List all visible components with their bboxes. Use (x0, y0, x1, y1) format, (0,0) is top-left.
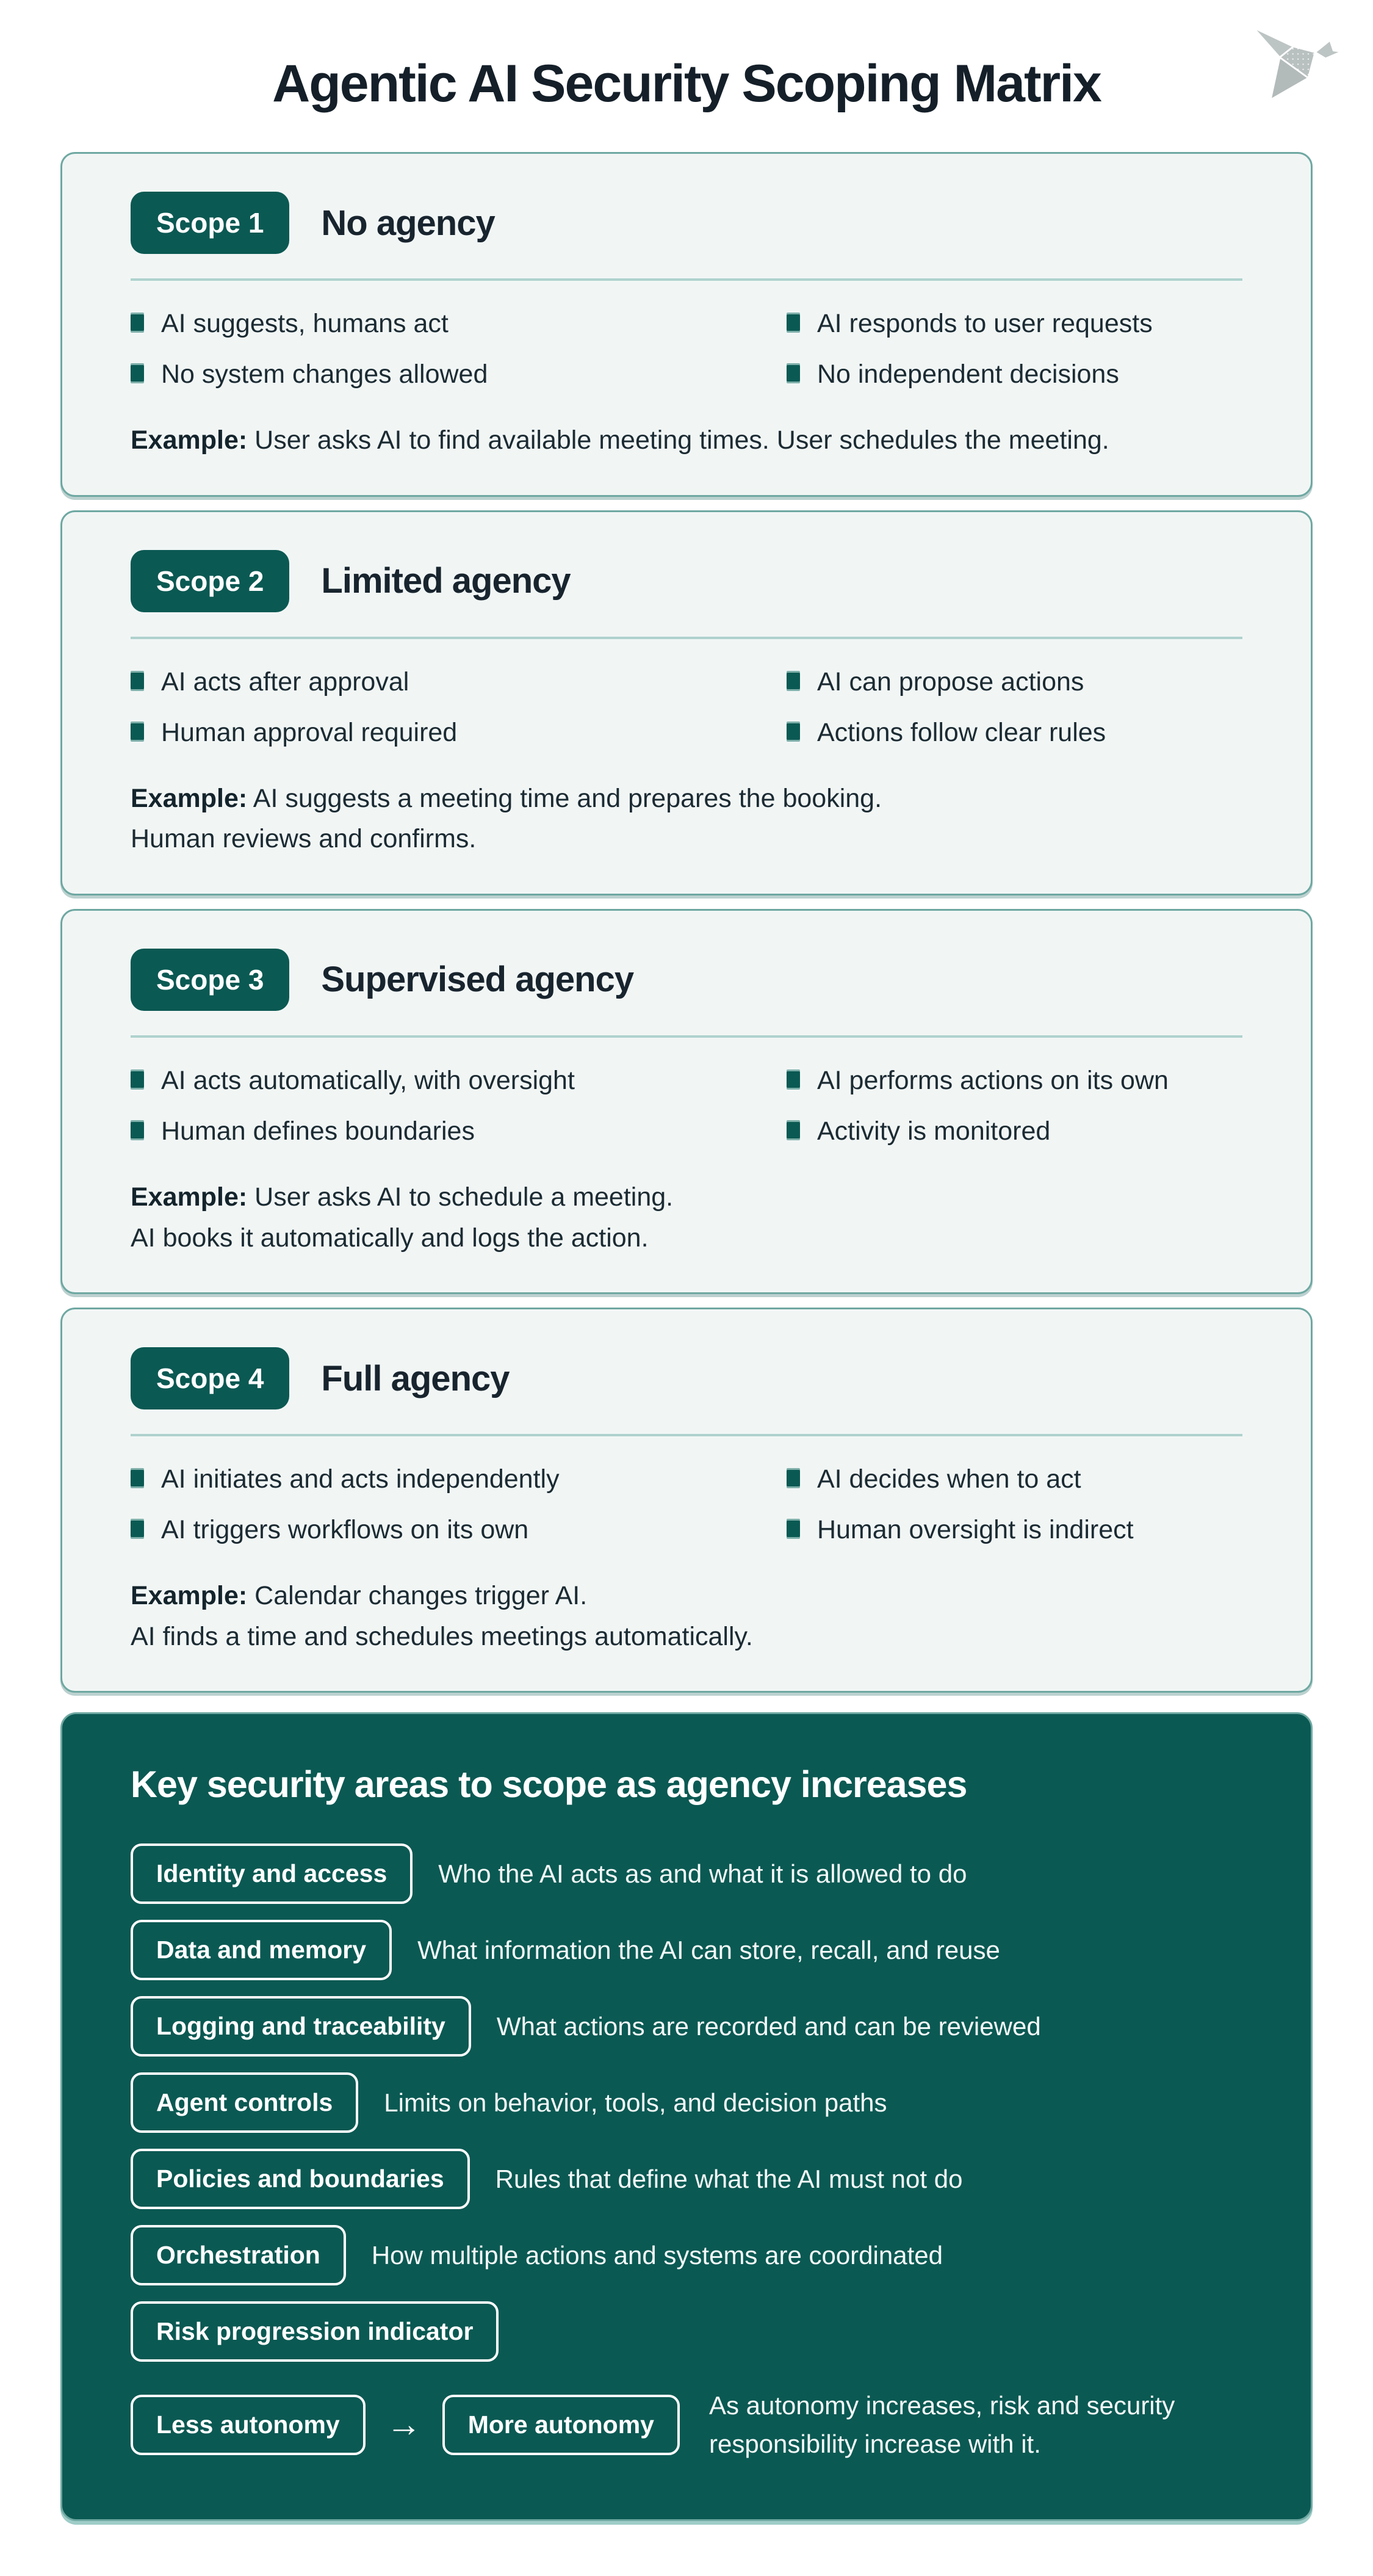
scope-2-title: Limited agency (321, 561, 571, 601)
square-bullet-icon (131, 1470, 144, 1486)
security-section-title: Key security areas to scope as agency increases (131, 1764, 967, 1806)
bullet-text: AI decides when to act (816, 1464, 1081, 1494)
scope-1-bullets (131, 309, 1242, 389)
scope-1-card (60, 152, 1313, 497)
scope-3-title: Supervised agency (321, 960, 634, 1000)
area-description: How multiple actions and systems are coordinated (371, 2240, 943, 2270)
example-label: Example: (131, 1581, 248, 1611)
bullet-item (131, 667, 787, 697)
security-area-row (131, 1920, 1242, 1980)
scope-2-example (131, 778, 1242, 859)
scope-4-card (60, 1308, 1313, 1693)
scope-4-example (131, 1576, 1242, 1657)
bullet-item (131, 1066, 787, 1096)
security-area-row (131, 2301, 1242, 2362)
bullet-text: AI performs actions on its own (816, 1065, 1169, 1095)
bullet-text: Human defines boundaries (161, 1116, 475, 1146)
area-description: Who the AI acts as and what it is allowed to do (438, 1859, 967, 1888)
example-text-line2: Human reviews and confirms. (131, 824, 477, 854)
security-area-row (131, 1843, 1242, 1904)
example-label: Example: (131, 1182, 248, 1212)
square-bullet-icon (787, 1122, 800, 1138)
bullet-item (787, 1515, 1242, 1545)
example-text: Calendar changes trigger AI. (254, 1581, 588, 1611)
security-area-row (131, 2072, 1242, 2133)
square-bullet-icon (787, 314, 800, 331)
square-bullet-icon (131, 723, 144, 740)
bullet-text: Human approval required (161, 717, 458, 747)
divider (131, 278, 1242, 281)
bullet-item (787, 1116, 1242, 1146)
page-title: Agentic AI Security Scoping Matrix (272, 54, 1101, 113)
area-description: Limits on behavior, tools, and decision paths (384, 2088, 887, 2117)
security-area-row (131, 2225, 1242, 2285)
example-text-line2: AI finds a time and schedules meetings automatically. (131, 1621, 753, 1651)
square-bullet-icon (131, 1122, 144, 1138)
bullet-text: AI responds to user requests (816, 309, 1153, 338)
origami-bird-icon (1223, 21, 1339, 112)
bullet-item (131, 309, 787, 339)
area-description: What actions are recorded and can be reviewed (496, 2011, 1041, 2041)
bullet-item (787, 667, 1242, 697)
bullet-text: AI initiates and acts independently (161, 1464, 560, 1494)
bullet-item (787, 309, 1242, 339)
square-bullet-icon (131, 365, 144, 382)
scope-3-badge: Scope 3 (131, 949, 289, 1011)
square-bullet-icon (787, 365, 800, 382)
bullet-text: Human oversight is indirect (816, 1515, 1134, 1545)
scope-3-example (131, 1177, 1242, 1258)
risk-progression-indicator-pill: Risk progression indicator (131, 2301, 499, 2362)
square-bullet-icon (787, 723, 800, 740)
scope-2-badge: Scope 2 (131, 550, 289, 612)
scope-3-header (131, 949, 1242, 1011)
example-text: User asks AI to find available meeting times. User schedules the meeting. (254, 425, 1109, 455)
bullet-text: No independent decisions (816, 360, 1119, 389)
security-areas-section (60, 1712, 1313, 2521)
square-bullet-icon (787, 673, 800, 689)
bullet-text: AI acts after approval (161, 667, 409, 696)
bullet-text: Actions follow clear rules (816, 717, 1106, 747)
scope-1-header (131, 192, 1242, 254)
square-bullet-icon (131, 1071, 144, 1088)
agent-controls-pill: Agent controls (131, 2072, 358, 2133)
scope-3-card (60, 909, 1313, 1294)
square-bullet-icon (131, 673, 144, 689)
area-description: Rules that define what the AI must not do (495, 2164, 963, 2193)
divider (131, 1434, 1242, 1436)
scope-4-bullets (131, 1464, 1242, 1545)
bullet-item (131, 1515, 787, 1545)
scope-1-example (131, 420, 1242, 461)
scope-1-badge: Scope 1 (131, 192, 289, 254)
bullet-text: AI can propose actions (816, 667, 1084, 696)
bullet-text: Activity is monitored (816, 1116, 1051, 1146)
security-area-row (131, 1996, 1242, 2057)
policies-and-boundaries-pill: Policies and boundaries (131, 2149, 470, 2209)
autonomy-description-line2: responsibility increase with it. (708, 2429, 1041, 2459)
bullet-text: AI acts automatically, with oversight (161, 1065, 575, 1095)
bullet-item (787, 360, 1242, 389)
scope-1-title: No agency (321, 203, 495, 243)
identity-and-access-pill: Identity and access (131, 1843, 413, 1904)
right-arrow-icon: → (386, 2404, 422, 2445)
less-autonomy-pill: Less autonomy (131, 2395, 366, 2455)
example-text-line2: AI books it automatically and logs the action. (131, 1223, 649, 1253)
square-bullet-icon (131, 1521, 144, 1537)
autonomy-description (709, 2386, 1175, 2463)
bullet-item (787, 1066, 1242, 1096)
example-text: AI suggests a meeting time and prepares the booking. (253, 783, 882, 813)
bullet-text: AI triggers workflows on its own (161, 1515, 529, 1545)
square-bullet-icon (787, 1521, 800, 1537)
divider (131, 637, 1242, 639)
square-bullet-icon (131, 314, 144, 331)
bullet-item (131, 718, 787, 748)
example-label: Example: (131, 783, 248, 813)
scope-2-header (131, 550, 1242, 612)
scope-3-bullets (131, 1066, 1242, 1146)
data-and-memory-pill: Data and memory (131, 1920, 392, 1980)
square-bullet-icon (787, 1470, 800, 1486)
logging-and-traceability-pill: Logging and traceability (131, 1996, 471, 2057)
example-label: Example: (131, 425, 248, 455)
bullet-item (131, 1116, 787, 1146)
scope-2-card (60, 510, 1313, 895)
bullet-text: AI suggests, humans act (161, 309, 449, 338)
bullet-text: No system changes allowed (161, 360, 488, 389)
scope-4-header (131, 1347, 1242, 1409)
autonomy-progression-row (131, 2386, 1242, 2463)
orchestration-pill: Orchestration (131, 2225, 346, 2285)
security-area-row (131, 2149, 1242, 2209)
more-autonomy-pill: More autonomy (442, 2395, 680, 2455)
bullet-item (787, 718, 1242, 748)
bullet-item (131, 1464, 787, 1494)
autonomy-description-line1: As autonomy increases, risk and security (708, 2391, 1175, 2420)
scope-2-bullets (131, 667, 1242, 748)
divider (131, 1035, 1242, 1038)
scope-4-title: Full agency (321, 1358, 510, 1398)
scope-4-badge: Scope 4 (131, 1347, 289, 1409)
square-bullet-icon (787, 1071, 800, 1088)
bullet-item (787, 1464, 1242, 1494)
area-description: What information the AI can store, recall, and reuse (417, 1935, 1000, 1964)
example-text: User asks AI to schedule a meeting. (254, 1182, 674, 1212)
bullet-item (131, 360, 787, 389)
